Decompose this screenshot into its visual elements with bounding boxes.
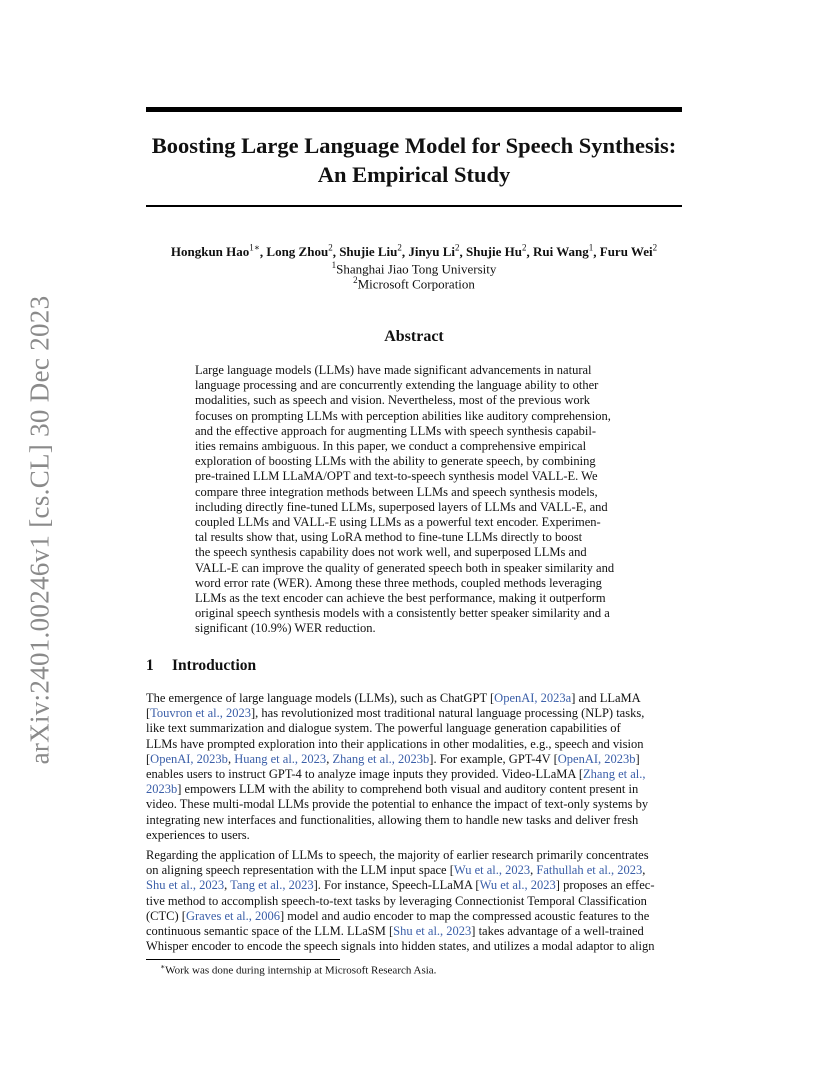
paragraph-text: Whisper encoder to encode the speech signals into hidden states, and utilizes a modal adaptor to align	[146, 939, 655, 954]
footnote-rule	[146, 959, 340, 960]
paragraph-line	[146, 894, 684, 909]
citation-link[interactable]: Shu et al., 2023	[393, 924, 472, 939]
paragraph-line	[146, 939, 684, 954]
author-affiliation-mark: 2	[454, 243, 460, 253]
author-name: Rui Wang	[532, 244, 589, 260]
title-bottom-rule	[146, 205, 682, 207]
author-list: Hongkun Hao$^{1∗}$, Long Zhou$^2$, Shujie Liu$^2$, Jinyu Li$^2$, Shujie Hu$^2$, Rui Wang$^1$, Furu Wei$^2$	[170, 243, 658, 260]
author-affiliation-mark: 1∗	[249, 243, 260, 253]
abstract-line: tal results show that, using LoRA method to fine-tune LLMs directly to boost	[195, 530, 583, 545]
paragraph-text: integrating new interfaces and functionalities, allowing them to handle new tasks and deliver fresh	[146, 812, 639, 827]
abstract-line: compare three integration methods between LLMs and speech synthesis models,	[195, 484, 598, 499]
citation-link[interactable]: Shu et al., 2023	[146, 878, 225, 893]
affiliation-mark: 1	[331, 260, 337, 270]
paragraph-text: LLMs have prompted exploration into their applications in other modalities, e.g., speech and vision	[146, 736, 644, 751]
citation-link[interactable]: Zhang et al., 2023b	[332, 751, 430, 766]
paragraph-text: on aligning speech representation with the LLM input space [	[146, 863, 454, 878]
abstract-line: the speech synthesis capability does not work well, and superposed LLMs and	[195, 545, 587, 560]
paragraph-text: The emergence of large language models (LLMs), such as ChatGPT [	[146, 691, 495, 705]
intro-paragraph-2	[146, 848, 684, 954]
paragraph-text: ] and LLaMA	[571, 691, 641, 705]
arxiv-identifier-text: arXiv:2401.00246v1 [cs.CL] 30 Dec 2023	[24, 295, 55, 765]
citation-link[interactable]: 2023b	[146, 782, 178, 797]
author-name: Jinyu Li	[408, 244, 455, 260]
paragraph-line	[146, 752, 684, 767]
author-name: Shujie Hu	[465, 244, 522, 260]
paragraph-text: continuous semantic space of the LLM. LLaSM [	[146, 924, 394, 939]
affiliation-name: Shanghai Jiao Tong University	[336, 261, 497, 277]
author-affiliation-mark: 2	[652, 243, 658, 253]
affiliation-mark: 2	[353, 275, 358, 285]
affiliation-name: Microsoft Corporation	[357, 276, 475, 292]
abstract-line: original speech synthesis models with a consistently better speaker similarity and a	[195, 606, 610, 621]
abstract-line: modalities, such as speech and vision. Nevertheless, most of the previous work	[195, 393, 591, 408]
author-affiliation-mark: 2	[397, 243, 402, 253]
paragraph-text: [	[146, 706, 151, 721]
paragraph-line	[146, 767, 684, 782]
citation-link[interactable]: Graves et al., 2006	[185, 908, 281, 923]
paragraph-line	[146, 691, 684, 706]
author	[339, 244, 402, 259]
paragraph-line	[146, 797, 684, 812]
abstract-line: focuses on prompting LLMs with perception abilities like auditory comprehension,	[195, 408, 611, 423]
author-name: Shujie Liu	[339, 244, 398, 260]
citation-link[interactable]: Wu et al., 2023	[453, 863, 531, 878]
section-heading	[146, 657, 256, 675]
paragraph-text: experiences to users.	[146, 827, 250, 842]
paper-title	[146, 131, 682, 189]
paragraph-text: enables users to instruct GPT-4 to analyze image inputs they provided. Video-LLaMA [	[146, 767, 584, 782]
author	[171, 244, 260, 259]
paragraph-line	[146, 924, 684, 939]
paragraph-line	[146, 737, 684, 752]
paragraph-line	[146, 813, 684, 828]
abstract-line: VALL-E can improve the quality of generated speech both in speaker similarity and	[195, 560, 615, 575]
abstract-line: exploration of boosting LLMs with the ability to generate speech, by combining	[195, 454, 596, 469]
section-title: Introduction	[172, 657, 257, 674]
paragraph-line	[146, 909, 684, 924]
author-affiliation-mark: 2	[521, 243, 527, 253]
paragraph-text: ]. For example, GPT-4V [	[429, 751, 558, 766]
author-name: Furu Wei	[599, 244, 653, 260]
citation-link[interactable]: Wu et al., 2023	[479, 878, 556, 893]
paragraph-line	[146, 706, 684, 721]
paragraph-text: ,	[326, 751, 333, 766]
abstract-line: including directly fine-tuned LLMs, superposed layers of LLMs and VALL-E, and	[195, 499, 608, 514]
paragraph-text: Regarding the application of LLMs to speech, the majority of earlier research primarily concentrates	[146, 848, 649, 862]
author-name: Hongkun Hao	[170, 244, 250, 260]
title-line: Boosting Large Language Model for Speech Synthesis:	[151, 133, 677, 158]
paragraph-text: ]	[635, 751, 640, 766]
author	[533, 244, 593, 259]
author	[600, 244, 657, 259]
abstract-line: significant (10.9%) WER reduction.	[195, 621, 376, 636]
abstract-line: LLMs as the text encoder can achieve the best performance, making it outperform	[195, 591, 606, 606]
footnote-text: Work was done during internship at Microsoft Research Asia.	[165, 964, 437, 977]
abstract-body	[195, 363, 633, 637]
footnote-mark: ∗	[160, 962, 166, 971]
abstract-line: and the effective approach for augmenting LLMs with speech synthesis capabil-	[195, 423, 597, 438]
abstract-heading: Abstract	[384, 328, 444, 345]
citation-link[interactable]: Tang et al., 2023	[230, 878, 314, 893]
abstract-line: word error rate (WER). Among these three methods, coupled methods leveraging	[195, 575, 602, 590]
paragraph-line	[146, 721, 684, 736]
intro-paragraph-1	[146, 691, 684, 843]
abstract-line: pre-trained LLM LLaMA/OPT and text-to-speech synthesis model VALL-E. We	[195, 469, 598, 484]
paragraph-text: ,	[530, 863, 537, 878]
paragraph-text: video. These multi-modal LLMs provide the potential to enhance the impact of text-only systems by	[146, 797, 649, 812]
title-line: An Empirical Study	[317, 162, 511, 187]
abstract-line: Large language models (LLMs) have made significant advancements in natural	[195, 363, 592, 377]
citation-link[interactable]: OpenAI, 2023b	[557, 751, 636, 766]
paragraph-text: ,	[642, 863, 646, 878]
citation-link[interactable]: Huang et al., 2023	[234, 751, 327, 766]
paragraph-text: tive method to accomplish speech-to-text tasks by leveraging Connectionist Temporal Classification	[146, 893, 647, 908]
abstract-line: coupled LLMs and VALL-E using LLMs as a powerful text encoder. Experimen-	[195, 515, 601, 530]
section-number: 1	[146, 657, 154, 674]
author-affiliation-mark: 1	[588, 243, 594, 253]
citation-link[interactable]: Zhang et al.,	[583, 767, 646, 782]
paragraph-text: ]. For instance, Speech-LLaMA [	[313, 878, 480, 893]
paragraph-line	[146, 828, 684, 843]
citation-link[interactable]: Touvron et al., 2023	[150, 706, 252, 721]
paragraph-text: ,	[227, 751, 235, 766]
title-top-rule	[146, 107, 682, 112]
author-affiliation-mark: 2	[328, 243, 333, 253]
paragraph-line	[146, 782, 684, 797]
author	[466, 244, 527, 259]
paragraph-text: ,	[224, 878, 231, 893]
paragraph-line	[146, 878, 684, 893]
citation-link[interactable]: Fathullah et al., 2023	[536, 863, 643, 878]
paragraph-text: ], has revolutionized most traditional natural language processing (NLP) tasks,	[251, 706, 645, 721]
paragraph-text: [	[146, 751, 151, 766]
citation-link[interactable]: OpenAI, 2023a	[494, 691, 572, 705]
author-name: Long Zhou	[266, 244, 329, 260]
paragraph-line	[146, 848, 684, 863]
author	[408, 244, 459, 259]
paragraph-text: like text summarization and dialogue system. The powerful language generation capabilities of	[146, 721, 621, 736]
footnote	[160, 962, 436, 977]
paragraph-line	[146, 863, 684, 878]
abstract-line: language processing and are concurrently extending the language ability to other	[195, 378, 599, 393]
author	[266, 244, 332, 259]
abstract-line: ities remains ambiguous. In this paper, we conduct a comprehensive empirical	[195, 439, 587, 454]
paragraph-text: ] takes advantage of a well-trained	[471, 924, 644, 939]
citation-link[interactable]: OpenAI, 2023b	[150, 751, 228, 766]
paragraph-text: ] model and audio encoder to map the compressed acoustic features to the	[280, 908, 650, 923]
arxiv-identifier-stamp	[20, 295, 60, 765]
paragraph-text: (CTC) [	[146, 908, 186, 923]
paragraph-text: ] proposes an effec-	[555, 878, 655, 893]
affiliation-2	[146, 275, 682, 292]
paragraph-text: ] empowers LLM with the ability to comprehend both visual and auditory content present in	[177, 782, 639, 797]
